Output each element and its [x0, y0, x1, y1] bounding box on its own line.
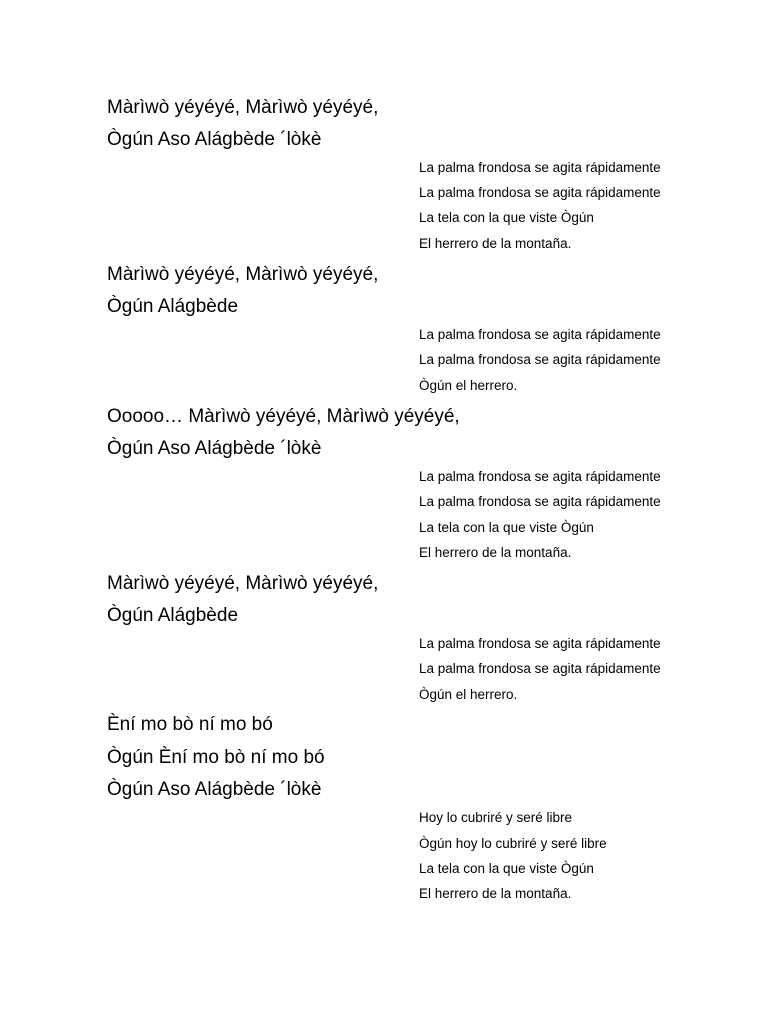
spanish-translation-line: La palma frondosa se agita rápidamente — [419, 352, 661, 367]
spanish-translation-line: La palma frondosa se agita rápidamente — [419, 661, 661, 676]
spanish-translation-line: Ògún el herrero. — [419, 378, 518, 393]
spanish-translation-line: La palma frondosa se agita rápidamente — [419, 636, 661, 651]
spanish-translation-line: La palma frondosa se agita rápidamente — [419, 327, 661, 342]
spanish-translation-line: La tela con la que viste Ògún — [419, 210, 594, 225]
spanish-translation-line: La tela con la que viste Ògún — [419, 520, 594, 535]
spanish-translation-line: Ògún el herrero. — [419, 687, 518, 702]
yoruba-line: Ògún Aso Alágbède ´lòkè — [107, 779, 322, 800]
yoruba-line: Màrìwò yéyéyé, Màrìwò yéyéyé, — [107, 264, 379, 285]
yoruba-line: Ògún Aso Alágbède ´lòkè — [107, 438, 322, 459]
yoruba-line: Màrìwò yéyéyé, Màrìwò yéyéyé, — [107, 97, 379, 118]
spanish-translation-line: Ògún hoy lo cubriré y seré libre — [419, 836, 607, 851]
yoruba-line: Ògún Alágbède — [107, 605, 239, 626]
yoruba-line: Ògún Èní mo bò ní mo bó — [107, 747, 325, 768]
spanish-translation-line: La tela con la que viste Ògún — [419, 861, 594, 876]
spanish-translation-line: El herrero de la montaña. — [419, 236, 572, 251]
yoruba-line: Ògún Aso Alágbède ´lòkè — [107, 129, 322, 150]
spanish-translation-line: La palma frondosa se agita rápidamente — [419, 494, 661, 509]
yoruba-line: Ògún Alágbède — [107, 296, 239, 317]
spanish-translation-line: La palma frondosa se agita rápidamente — [419, 185, 661, 200]
yoruba-line: Màrìwò yéyéyé, Màrìwò yéyéyé, — [107, 573, 379, 594]
spanish-translation-line: La palma frondosa se agita rápidamente — [419, 469, 661, 484]
spanish-translation-line: El herrero de la montaña. — [419, 545, 572, 560]
yoruba-line: Ooooo… Màrìwò yéyéyé, Màrìwò yéyéyé, — [107, 406, 460, 427]
yoruba-line: Èní mo bò ní mo bó — [107, 714, 273, 735]
spanish-translation-line: La palma frondosa se agita rápidamente — [419, 160, 661, 175]
spanish-translation-line: El herrero de la montaña. — [419, 886, 572, 901]
spanish-translation-line: Hoy lo cubriré y seré libre — [419, 810, 573, 825]
